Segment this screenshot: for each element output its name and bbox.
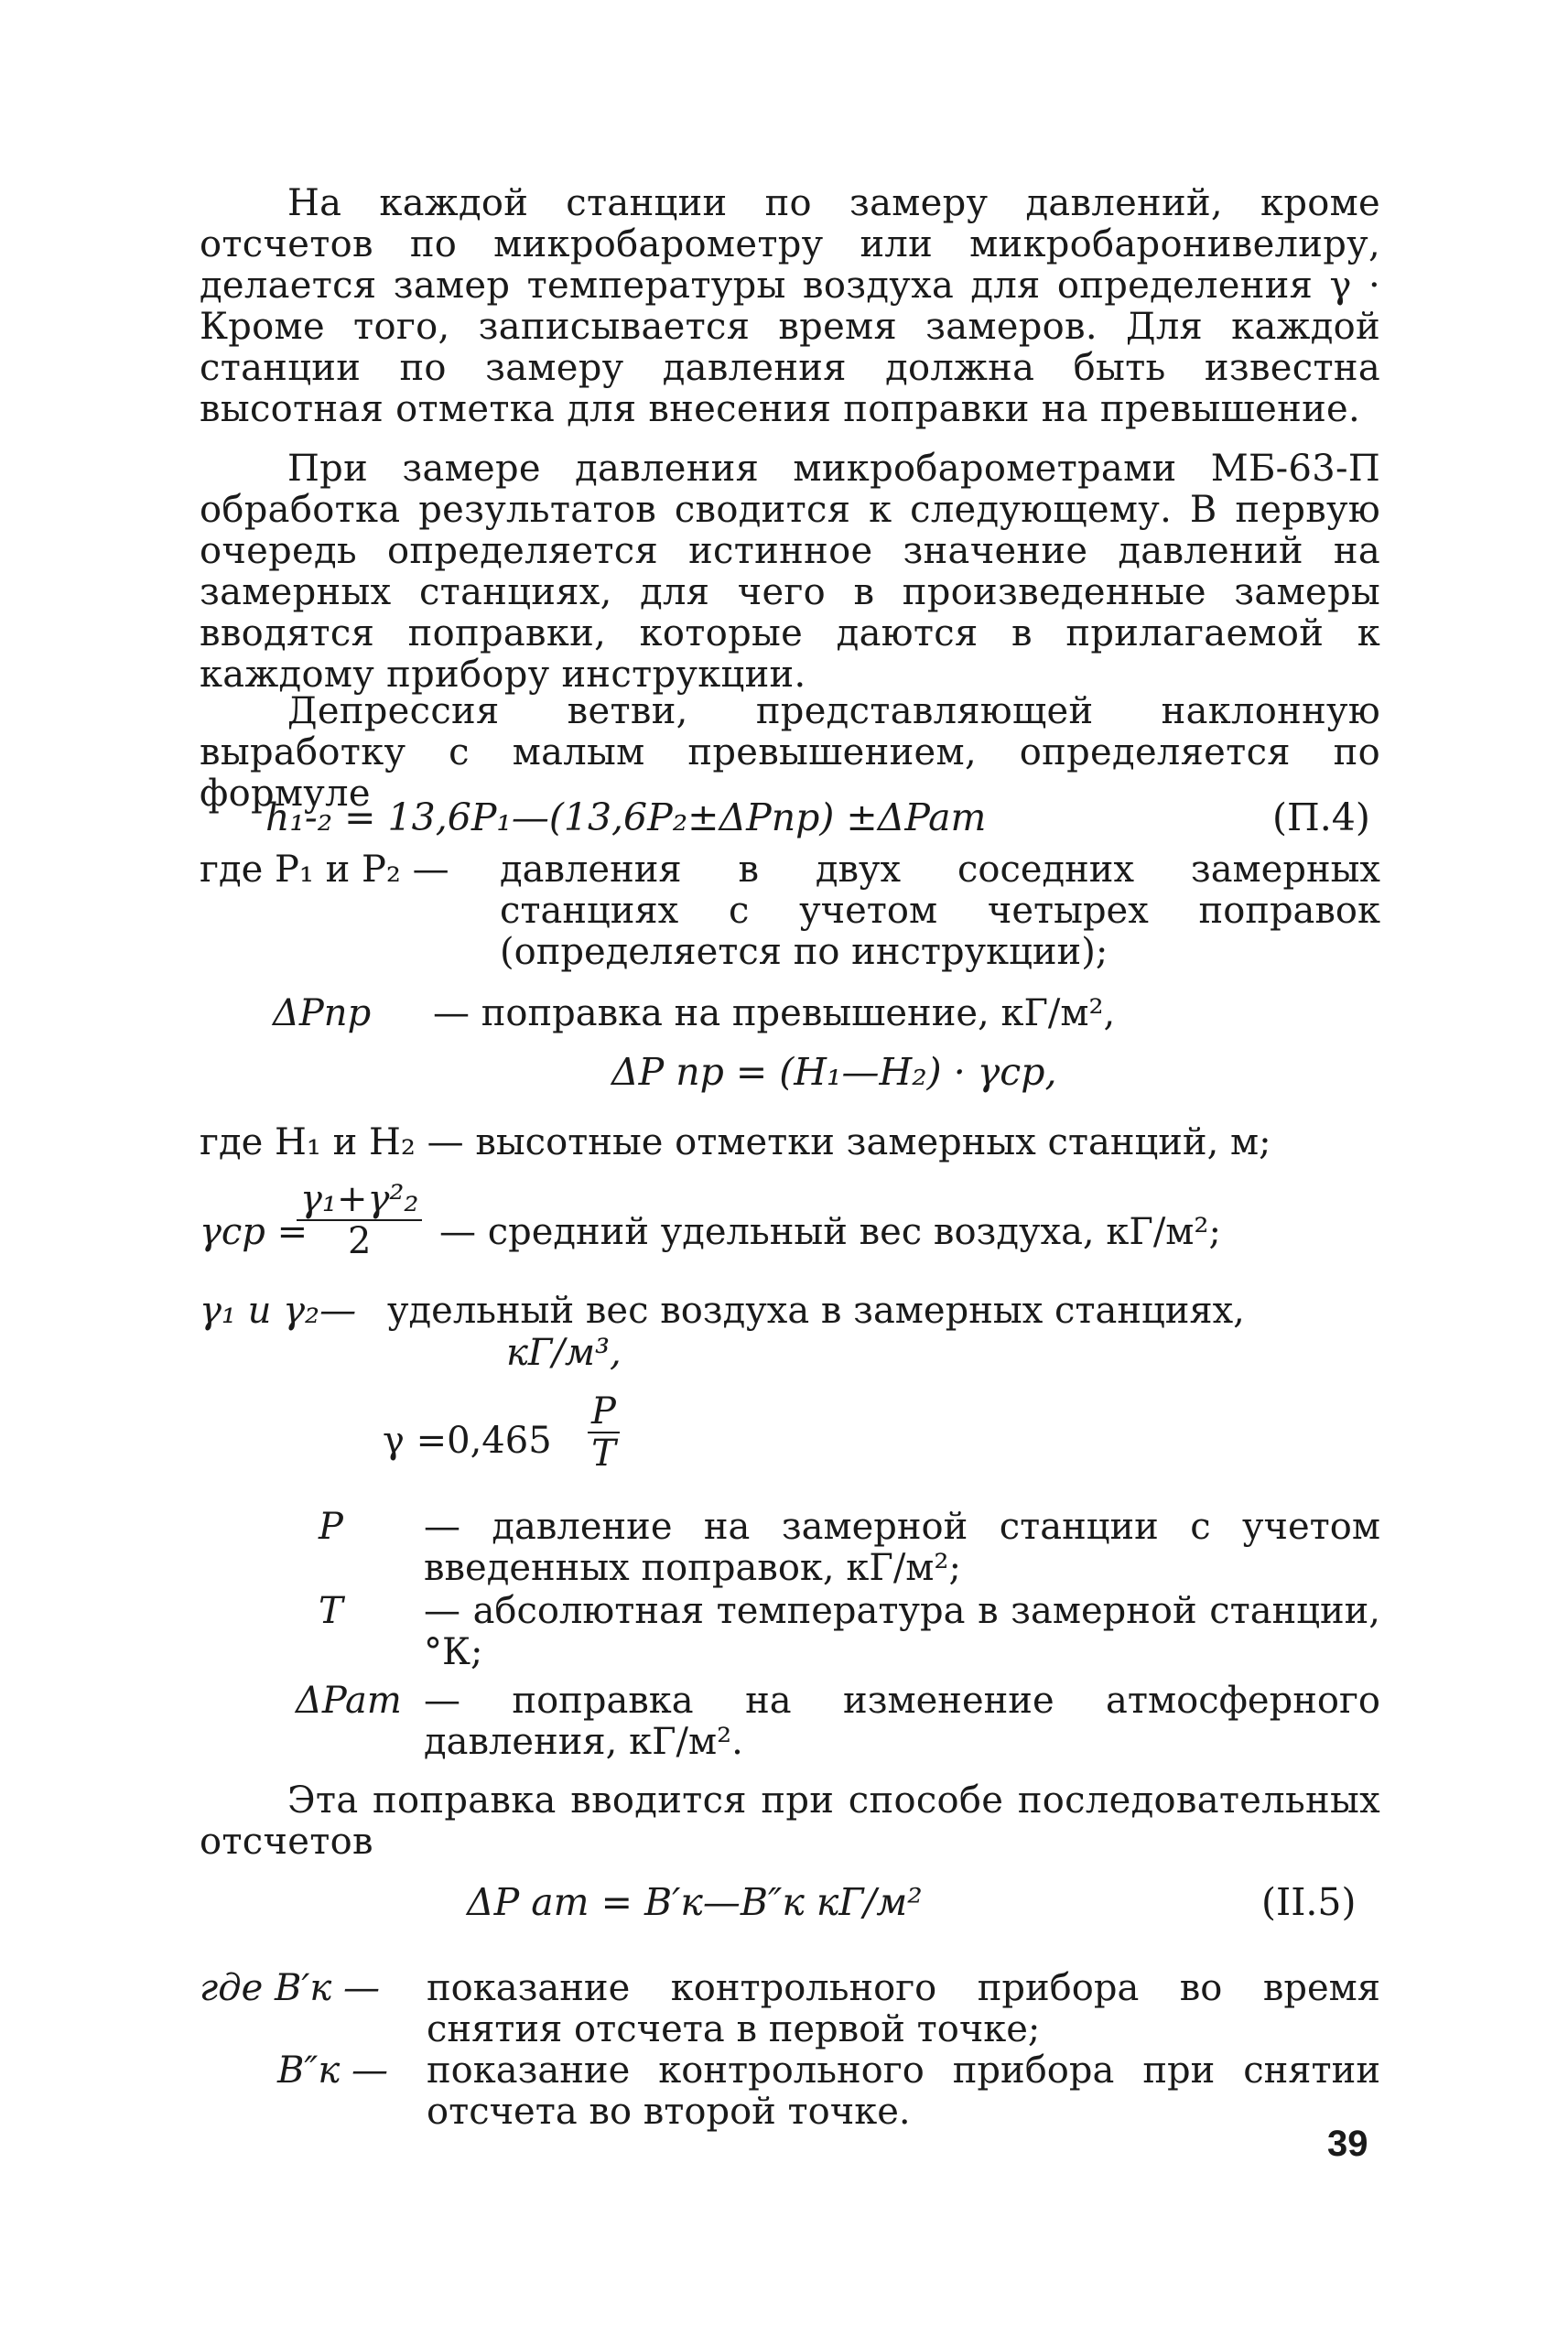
page-number: 39 [1327,2124,1368,2164]
gamma-avg-fraction [297,1179,422,1261]
definition-symbol: B″к — [277,2049,388,2092]
definition-text: удельный вес воздуха в замерных станциях, [387,1290,1245,1332]
definition-symbol: где P₁ и P₂ — [200,849,449,891]
fraction-denominator: T [591,1433,616,1475]
fraction-denominator: 2 [347,1220,372,1262]
definition-symbol: где B′к — [200,1967,381,2009]
formula-delta-p-pr: ΔP пр = (H₁—H₂) · γср, [611,1050,1057,1094]
fraction-numerator: γ₁+γ²₂ [297,1179,422,1221]
definition-text: показание контрольного прибора во время снятия отсчета в первой точке; [427,1967,1380,2050]
definition-text: — давление на замерной станции с учетом введенных поправок, кГ/м²; [424,1506,1380,1589]
definition-text: давления в двух соседних замерных станциях с учетом четырех поправок (определяется по инструкции); [500,849,1380,973]
definition-symbol: T [319,1590,343,1632]
formula-delta-p-am: ΔP am = B′к—B″к кГ/м² [467,1880,923,1924]
definition-text: показание контрольного прибора при снятии отсчета во второй точке. [427,2049,1380,2133]
formula-gamma-lhs: γ =0,465 [383,1420,552,1462]
definition-text: — абсолютная температура в замерной станции, °К; [424,1590,1380,1673]
formula-gamma [383,1391,749,1492]
definition-text: — поправка на превышение, кГ/м², [433,992,1116,1034]
definition-symbol: P [319,1506,343,1548]
definition-unit: кГ/м³, [506,1332,622,1374]
definition-symbol: ΔPam [296,1680,402,1722]
equation-number-p5: (II.5) [1261,1880,1357,1924]
definition-heights: где H₁ и H₂ — высотные отметки замерных станций, м; [200,1121,1271,1163]
definition-gamma-average [200,1179,1380,1280]
formula-gamma-fraction [588,1391,620,1474]
formula-depression: h₁-₂ = 13,6P₁—(13,6P₂±ΔPпр) ±ΔPam [265,795,987,839]
gamma-avg-lhs: γср = [200,1211,308,1253]
gamma-avg-text: — средний удельный вес воздуха, кГ/м²; [439,1211,1221,1253]
definition-symbol: ΔPпр [273,992,372,1034]
equation-number-p4: (П.4) [1272,795,1370,839]
definition-text: — поправка на изменение атмосферного давления, кГ/м². [424,1680,1380,1763]
paragraph-microbarometer: При замере давления микробарометрами МБ-63-П обработка результатов сводится к следующему. В первую очередь определяется истинное значение давлений на замерных станциях, для чего в произведенные замеры вводятся поправки, которые даются в прилагаемой к каждому прибору инструкции. [200,448,1380,696]
fraction-numerator: P [588,1391,620,1433]
definition-symbol: γ₁ и γ₂— [200,1290,357,1332]
paragraph-correction: Эта поправка вводится при способе последовательных отсчетов [200,1779,1380,1863]
paragraph-depression: Депрессия ветви, представляющей наклонную выработку с малым превышением, определяется по формуле [200,690,1380,815]
paragraph-stations: На каждой станции по замеру давлений, кроме отсчетов по микробарометру или микробаронивелиру, делается замер температуры воздуха для определения γ · Кроме того, записывается время замеров. Для каждой станции по замеру давления должна быть известна высотная отметка для внесения поправки на превышение. [200,182,1380,430]
